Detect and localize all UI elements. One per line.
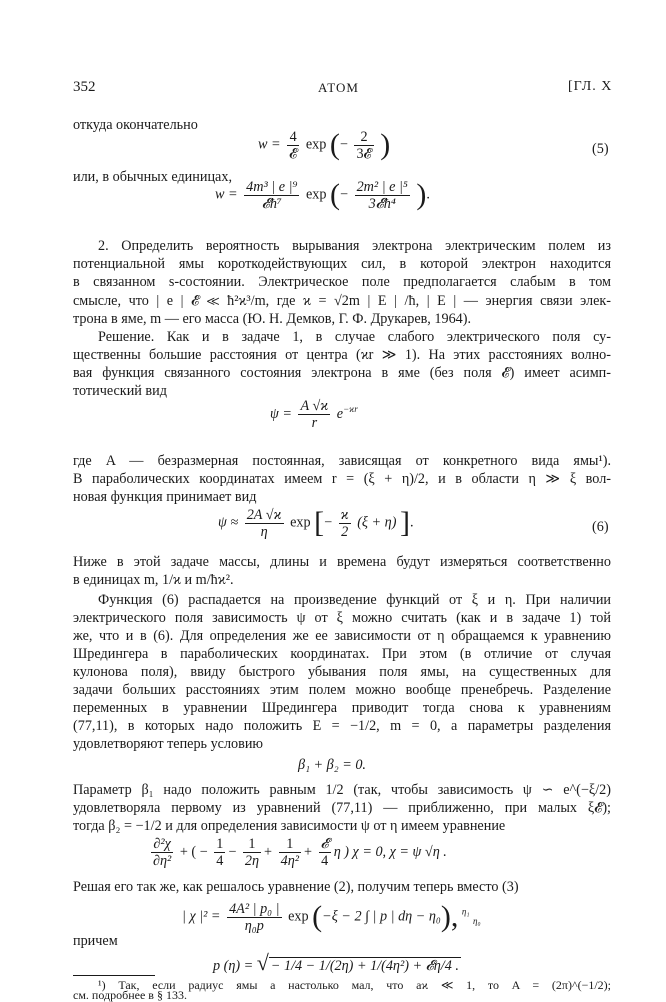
abs-chi-fraction: [227, 901, 281, 934]
text-line: же, что и в (6). Для определения же ее зависимости от η обращаемся к уравнению: [73, 628, 611, 644]
abs-chi-num: 4A² | p₀ |: [229, 900, 280, 917]
equation-6-label: (6): [592, 519, 609, 535]
text-line-intro: откуда окончательно: [73, 117, 198, 133]
psi6-fraction: [245, 507, 284, 540]
eq5b-inner-fraction: [355, 179, 410, 212]
text-line: удовлетворяла первому из уравнений (77,11) — приближенно, при малых ξ𝓔);: [73, 800, 611, 816]
eq5-inner-fraction: [354, 129, 373, 162]
eq5b-lhs: w =: [215, 186, 238, 203]
text-line-prichem: причем: [73, 933, 118, 949]
eq5-lhs: w =: [258, 136, 281, 153]
footnote-line-1: ¹) Так, если радиус ямы a настолько мал, что aϰ ≪ 1, то A = (2π)^(−1/2);: [98, 978, 611, 992]
equation-abs-chi: | χ |² = $\frac{\text{4A² | p₀ |}}{\text{η₀p}}$ exp (−ξ − 2 ∫ | p | dη − η₀), $^{\eta_1}$ $_{\eta_0}$: [182, 900, 481, 934]
eq5-exp: exp: [305, 136, 327, 153]
text-line: Решая его так же, как решалось уравнение (2), получим теперь вместо (3): [73, 879, 519, 895]
equation-p-eta: p (η) = √ − 1/4 − 1/(2η) + 1/(4η²) + 𝓔η/4 .: [213, 950, 459, 975]
text-line: электрического поля зависимость ψ от ξ можно считать (как и в задаче 1) той: [73, 610, 611, 626]
psi6-inner-den: 2: [341, 523, 349, 540]
equation-6: ψ ≈ $\frac{2A √ϰ}{\eta}$ exp [− $\frac{ϰ}{2}$ (ξ + η) ].: [218, 506, 414, 540]
psi6-inner-fraction: [339, 507, 351, 540]
psi6-exp: exp: [290, 514, 311, 531]
eq5-inner-den: 3𝓔: [356, 145, 372, 162]
p-rhs: − 1/4 − 1/(2η) + 1/(4η²) + 𝓔η/4 .: [270, 958, 459, 974]
psi6-num: 2A √ϰ: [246, 506, 282, 523]
abs-chi-exp: exp: [288, 908, 309, 925]
equation-chi: $\frac{\text{∂²χ}}{\text{∂η²}}$ + ( − $\frac{1}{4}$ − $\frac{1}{2\eta}$ + $\frac{1}{\text{4η²}}$ + $\frac{\text{𝓔}}{4}$ η ) χ = 0, χ = ψ √η .: [153, 836, 447, 869]
abs-chi-tail: −ξ − 2 ∫ | p | dη − η₀: [322, 908, 441, 925]
text-line: потенциальной ямы короткодействующих сил, в которой электрон находится: [73, 256, 611, 272]
text-line: Функция (6) распадается на произведение функций от ξ и η. При наличии: [98, 592, 611, 608]
text-line: вая функция связанного состояния электрона в яме (без поля 𝓔) имеет асимп-: [73, 365, 611, 381]
abs-chi-lhs: | χ |² =: [182, 908, 221, 925]
chi-eq-den: ∂η²: [153, 853, 172, 869]
text-line: 2. Определить вероятность вырывания электрона электрическим полем из: [98, 238, 611, 254]
eq5-fraction: [287, 129, 299, 162]
p-lhs: p (η) =: [213, 958, 254, 974]
text-line: в единицах m, 1/ϰ и m/ħϰ².: [73, 572, 234, 588]
abs-chi-den: η₀p: [244, 917, 264, 934]
psi-lhs: ψ =: [270, 405, 292, 422]
text-line: задачи больших расстояниях этим полем можно вообще пренебречь. Разделение: [73, 682, 611, 698]
footnote-rule: [73, 975, 155, 976]
text-line: тогда β₂ = −1/2 и для определения зависимости ψ от η имеем уравнение: [73, 818, 506, 834]
abs-chi-lower: η₀: [473, 916, 481, 927]
text-line: переменных в уравнении Шредингера приводит тогда снова к уравнениям: [73, 700, 611, 716]
psi-num: A √ϰ: [300, 398, 329, 414]
running-title: АТОМ: [318, 80, 359, 95]
eq5b-num: 4m³ | e |⁹: [246, 178, 298, 195]
psi-tail: e: [336, 405, 344, 422]
page-number: 352: [73, 79, 96, 95]
abs-chi-upper: η₁: [461, 906, 470, 917]
text-line: в связанном s-состоянии. Электрическое поле предполагается слабым в том: [73, 274, 611, 290]
footnote-line-2: см. подробнее в § 133.: [73, 988, 187, 1002]
equation-5-label: (5): [592, 141, 609, 157]
text-line: Ниже в этой задаче массы, длины и времена будут измеряться соответственно: [73, 554, 611, 570]
psi-fraction: [298, 398, 330, 431]
equation-5b: w = $\frac{\text{4m³ | e |⁹}}{\text{𝓔ħ⁷}}$ exp (− $\frac{\text{2m² | e |⁵}}{\text{3𝓔ħ⁴}}$ ).: [215, 178, 430, 212]
text-line: удовлетворяют теперь условию: [73, 736, 264, 752]
psi6-lhs: ψ ≈: [218, 514, 239, 531]
psi6-inner-num: ϰ: [340, 506, 349, 523]
chi-eq-fraction: [151, 836, 173, 869]
equation-psi: [270, 398, 358, 431]
psi-tail-exp: −ϰr: [343, 404, 358, 415]
eq5b-inner-num: 2m² | e |⁵: [356, 178, 408, 195]
chapter-label: [ГЛ. X: [568, 79, 613, 94]
eq5b-inner-den: 3𝓔ħ⁴: [368, 195, 396, 212]
equation-5: w = $\frac{4}{\text{𝓔}}$ exp (− $\frac{2}{\text{3𝓔}}$ ): [258, 128, 391, 162]
text-line-solution: Решение. Как и в задаче 1, в случае слабого электрического поля су-: [98, 329, 611, 345]
eq5b-fraction: [244, 179, 299, 212]
eq5b-exp: exp: [305, 186, 327, 203]
eq5-num: 4: [287, 129, 299, 146]
text-line: трона в яме, m — его масса (Ю. Н. Демков, Г. Ф. Друкарев, 1964).: [73, 311, 472, 327]
psi6-inner-tail: (ξ + η): [357, 514, 397, 531]
text-line: (77,11), в которых надо положить E = −1/2, m = 0, а параметры разделения: [73, 718, 611, 734]
text-line: Параметр β₁ надо положить равным 1/2 (так, чтобы зависимость ψ ∽ e^(−ξ/2): [73, 782, 611, 798]
text-line: кулонова поля), ввиду быстрого убывания поля ямы, на существенных для: [73, 664, 611, 680]
chi-eq-num: ∂²χ: [151, 836, 173, 853]
text-line-usual-units: или, в обычных единицах,: [73, 169, 232, 185]
chi-eq-tail: χ = 0, χ = ψ √η .: [352, 843, 447, 860]
psi-den: r: [311, 415, 318, 431]
text-line: новая функция принимает вид: [73, 489, 257, 505]
text-line: где A — безразмерная постоянная, зависящая от конкретного вида ямы¹).: [73, 453, 611, 469]
eq5-den: 𝓔: [289, 145, 298, 162]
eq5b-den: 𝓔ħ⁷: [261, 195, 282, 212]
text-line: Шредингера в параболических координатах. При этом (в отличие от случая: [73, 646, 611, 662]
text-line: В параболических координатах имеем r = (ξ + η)/2, и в области η ≫ ξ вол-: [73, 471, 611, 487]
psi6-den: η: [260, 523, 268, 540]
equation-beta-sum: β₁ + β₂ = 0.: [298, 757, 366, 773]
text-line: щественны большие расстояния от центра (ϰr ≫ 1). На этих расстояниях волно-: [73, 347, 611, 363]
text-line: тотический вид: [73, 383, 167, 399]
text-line: смысле, что | e | 𝓔 ≪ ħ²ϰ³/m, где ϰ = √2m | E | /ħ, | E | — энергия связи элек-: [73, 293, 611, 309]
eq5-inner-num: 2: [354, 129, 373, 146]
